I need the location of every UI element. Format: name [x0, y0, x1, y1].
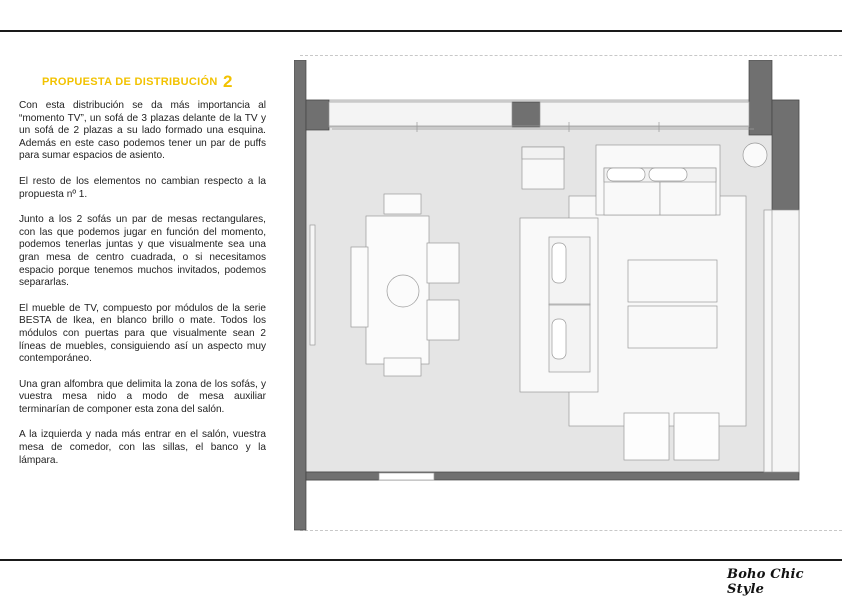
section-title	[42, 72, 233, 92]
description-text	[19, 100, 266, 480]
paragraph: El mueble de TV, compuesto por módulos de la serie BESTA de Ikea, en blanco brillo o mate. Todos los módulos con puertas para que visualmente sean 2 líneas de muebles, consiguiendo así un aspecto muy contemporáneo.	[19, 302, 266, 365]
dining-bench	[310, 225, 315, 345]
cushion	[552, 243, 566, 283]
dining-chair	[427, 300, 459, 340]
wall-pillar-left	[306, 100, 329, 130]
dashed-guide-top	[300, 55, 842, 56]
window-right	[540, 102, 749, 127]
dining-chair	[384, 194, 421, 214]
title-number: 2	[222, 72, 233, 91]
tv-unit-besta	[764, 210, 799, 472]
cushion	[649, 168, 687, 181]
floor-plan	[294, 60, 814, 535]
right-wall-pier	[772, 100, 799, 210]
left-wall	[294, 60, 306, 530]
entrance-door	[379, 473, 434, 480]
top-rule	[0, 30, 842, 32]
pendant-lamp	[387, 275, 419, 307]
wall-pillar-center	[512, 102, 540, 127]
dining-chair	[427, 243, 459, 283]
cushion	[607, 168, 645, 181]
bottom-rule	[0, 559, 842, 561]
paragraph: El resto de los elementos no cambian respecto a la propuesta nº 1.	[19, 175, 266, 200]
right-wall-upper	[749, 60, 772, 135]
pouf	[624, 413, 669, 460]
paragraph: Con esta distribución se da más importancia al “momento TV”, un sofá de 3 plazas delante de la TV y un sofá de 2 plazas a su lado formado una esquina. Además en este caso podemos tener un par de puffs para sumar espacios de asiento.	[19, 100, 266, 162]
dining-chair	[384, 358, 421, 376]
coffee-table-2	[628, 306, 717, 348]
paragraph: A la izquierda y nada más entrar en el salón, vuestra mesa de comedor, con las sillas, el banco y la lámpara.	[19, 429, 266, 466]
paragraph: Junto a los 2 sofás un par de mesas rectangulares, con las que podemos jugar en función del momento, podemos tenerlas juntas y que visualmente sea una gran mesa de centro cuadrada, o si necesitamos espacio porque tenemos muchos invitados, podemos separarlas.	[19, 214, 266, 289]
cushion	[552, 319, 566, 359]
title-text: PROPUESTA DE DISTRIBUCIÓN	[42, 76, 218, 88]
paragraph: Una gran alfombra que delimita la zona de los sofás, y vuestra mesa nido a modo de mesa auxiliar terminarían de componer esta zona del salón.	[19, 378, 266, 415]
dining-bench-small	[351, 247, 368, 327]
window-left	[329, 102, 512, 127]
pouf	[674, 413, 719, 460]
bottom-wall-left	[306, 472, 379, 480]
brand-logo: Boho Chic Style	[727, 567, 804, 597]
round-side-table	[743, 143, 767, 167]
coffee-table-1	[628, 260, 717, 302]
